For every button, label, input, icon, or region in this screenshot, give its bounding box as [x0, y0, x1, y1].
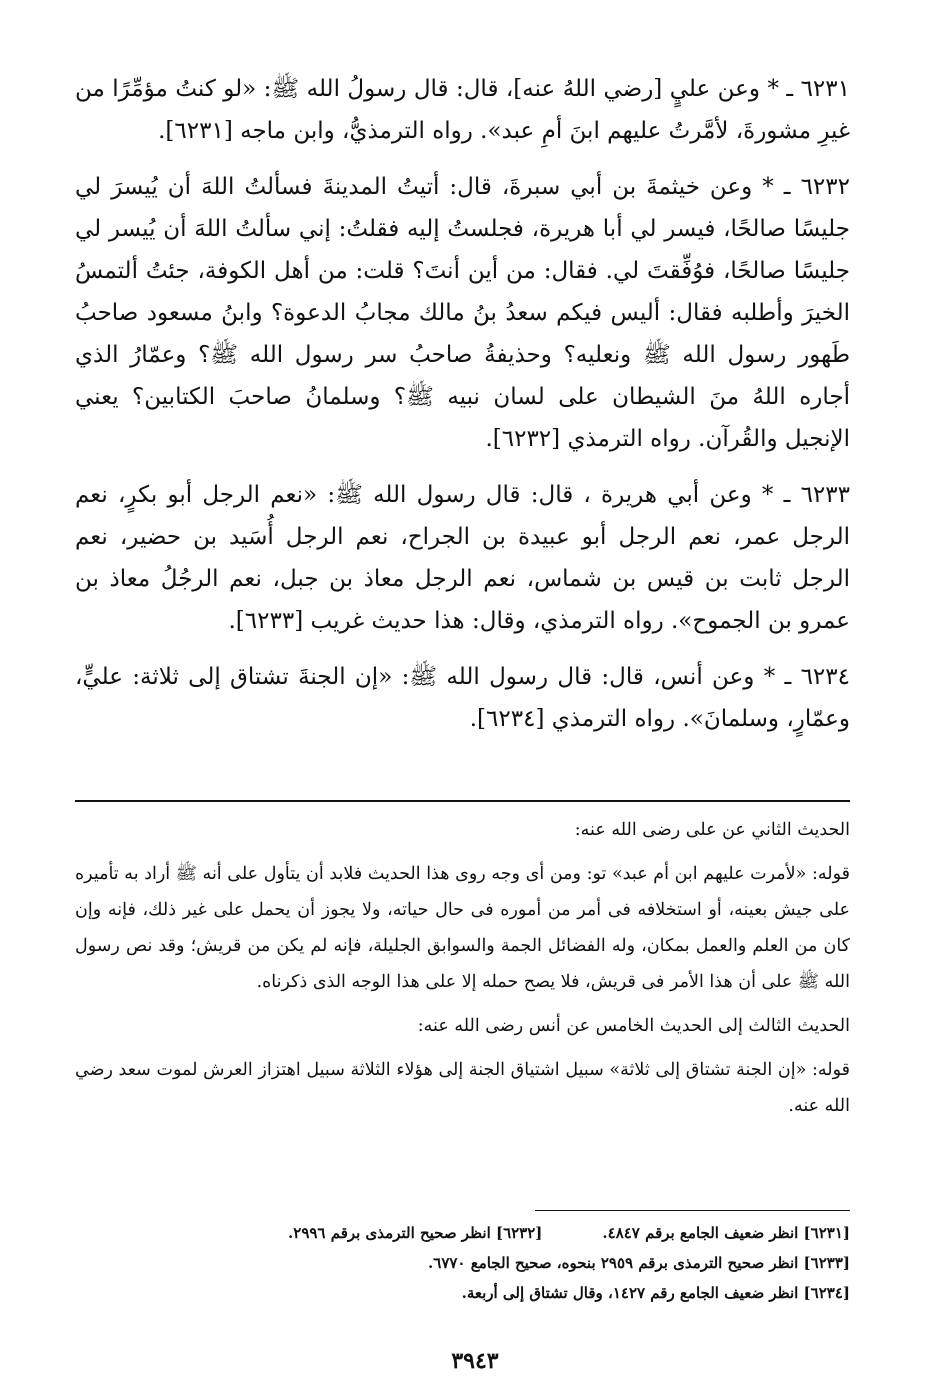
footnote-6234: [٦٢٣٤] انظر ضعيف الجامع رقم ١٤٢٧، وقال تشتاق إلى أربعة. [461, 1284, 850, 1302]
hadith-text: ٦٢٣٤ ـ * وعن أنس، قال: قال رسول الله ﷺ: «إن الجنةَ تشتاق إلى ثلاثة: عليٍّ، وعمّارٍ، وسلمانَ». رواه الترمذي [٦٢٣٤]. [75, 664, 850, 732]
footnote-6233: [٦٢٣٣] انظر صحيح الترمذى برقم ٢٩٥٩ بنحوه، صحيح الجامع ٦٧٧٠. [428, 1254, 850, 1272]
commentary [75, 812, 850, 1132]
commentary-paragraph: قوله: «لأمرت عليهم ابن أم عبد» تو: ومن أى وجه روى هذا الحديث فلابد أن يتأول على أنه ﷺ أراد به تأميره على جيش بعينه، أو استخلافه فى أمر من أموره فى حال حياته، ولا يجوز أن يحمل على غير ذلك، فإنه وإن كان من العلم والعمل بمكان، وله الفضائل الجمة والسوابق الجليلة، فإنه لم يكن من قريش؛ وقد نص رسول الله ﷺ على أن هذا الأمر فى قريش، فلا يصح حمله إلا على هذا الوجه الذى ذكرناه. [75, 864, 850, 992]
commentary-heading: الحديث الثالث إلى الحديث الخامس عن أنس رضى الله عنه: [417, 1016, 850, 1036]
hadith-6232 [75, 166, 850, 460]
page-number: ٣٩٤٣ [451, 1348, 499, 1374]
commentary-paragraph: قوله: «إن الجنة تشتاق إلى ثلاثة» سبيل اشتياق الجنة إلى هؤلاء الثلاثة سبيل اهتزاز العرش لموت سعد رضي الله عنه. [75, 1060, 850, 1116]
footnote-row [75, 1218, 850, 1248]
hadith-6234 [75, 656, 850, 740]
hadith-body [75, 68, 850, 754]
hadith-text: ٦٢٣٢ ـ * وعن خيثمةَ بن أبي سبرةَ، قال: أتيتُ المدينةَ فسألتُ اللهَ أن يُيسرَ لي جليسًا صالحًا، فيسر لي أبا هريرة، فجلستُ إليه فقلتُ: إني سألتُ اللهَ أن يُيسر لي جليسًا صالحًا، فوُفِّقتَ لي. فقال: من أين أنتَ؟ قلت: من أهل الكوفة، جئتُ ألتمسُ الخيرَ وأطلبه فقال: أليس فيكم سعدُ بنُ مالك مجابُ الدعوة؟ وابنُ مسعود صاحبُ طَهور رسول الله ﷺ ونعليه؟ وحذيفةُ صاحبُ سر رسول الله ﷺ؟ وعمّارُ الذي أجاره اللهُ منَ الشيطان على لسان نبيه ﷺ؟ وسلمانُ صاحبَ الكتابين؟ يعني الإنجيل والقُرآن. رواه الترمذي [٦٢٣٢]. [75, 174, 850, 452]
footnote-6231: [٦٢٣١] انظر ضعيف الجامع برقم ٤٨٤٧. [602, 1224, 850, 1242]
hadith-text: ٦٢٣٣ ـ * وعن أبي هريرة ، قال: قال رسول الله ﷺ: «نعم الرجل أبو بكرٍ، نعم الرجل عمر، نعم الرجل أبو عبيدة بن الجراح، نعم الرجل أُسَيد بن حضير، نعم الرجل ثابت بن قيس بن شماس، نعم الرجل معاذ بن جبل، نعم الرجُلُ معاذ بن عمرو بن الجموح». رواه الترمذي، وقال: هذا حديث غريب [٦٢٣٣]. [75, 482, 850, 634]
section-divider [75, 800, 850, 802]
commentary-heading: الحديث الثاني عن على رضى الله عنه: [574, 820, 850, 840]
footnote-6232: [٦٢٣٢] انظر صحيح الترمذى برقم ٢٩٩٦. [288, 1224, 543, 1242]
hadith-6233 [75, 474, 850, 642]
footnotes [75, 1218, 850, 1308]
footnote-divider [535, 1210, 850, 1211]
hadith-text: ٦٢٣١ ـ * وعن عليٍ [رضي اللهُ عنه]، قال: قال رسولُ الله ﷺ: «لو كنتُ مؤمِّرًا من غيرِ مشورةَ، لأمَّرتُ عليهم ابنَ أمِ عبد». رواه الترمذيُّ، وابن ماجه [٦٢٣١]. [75, 76, 850, 144]
hadith-6231 [75, 68, 850, 152]
